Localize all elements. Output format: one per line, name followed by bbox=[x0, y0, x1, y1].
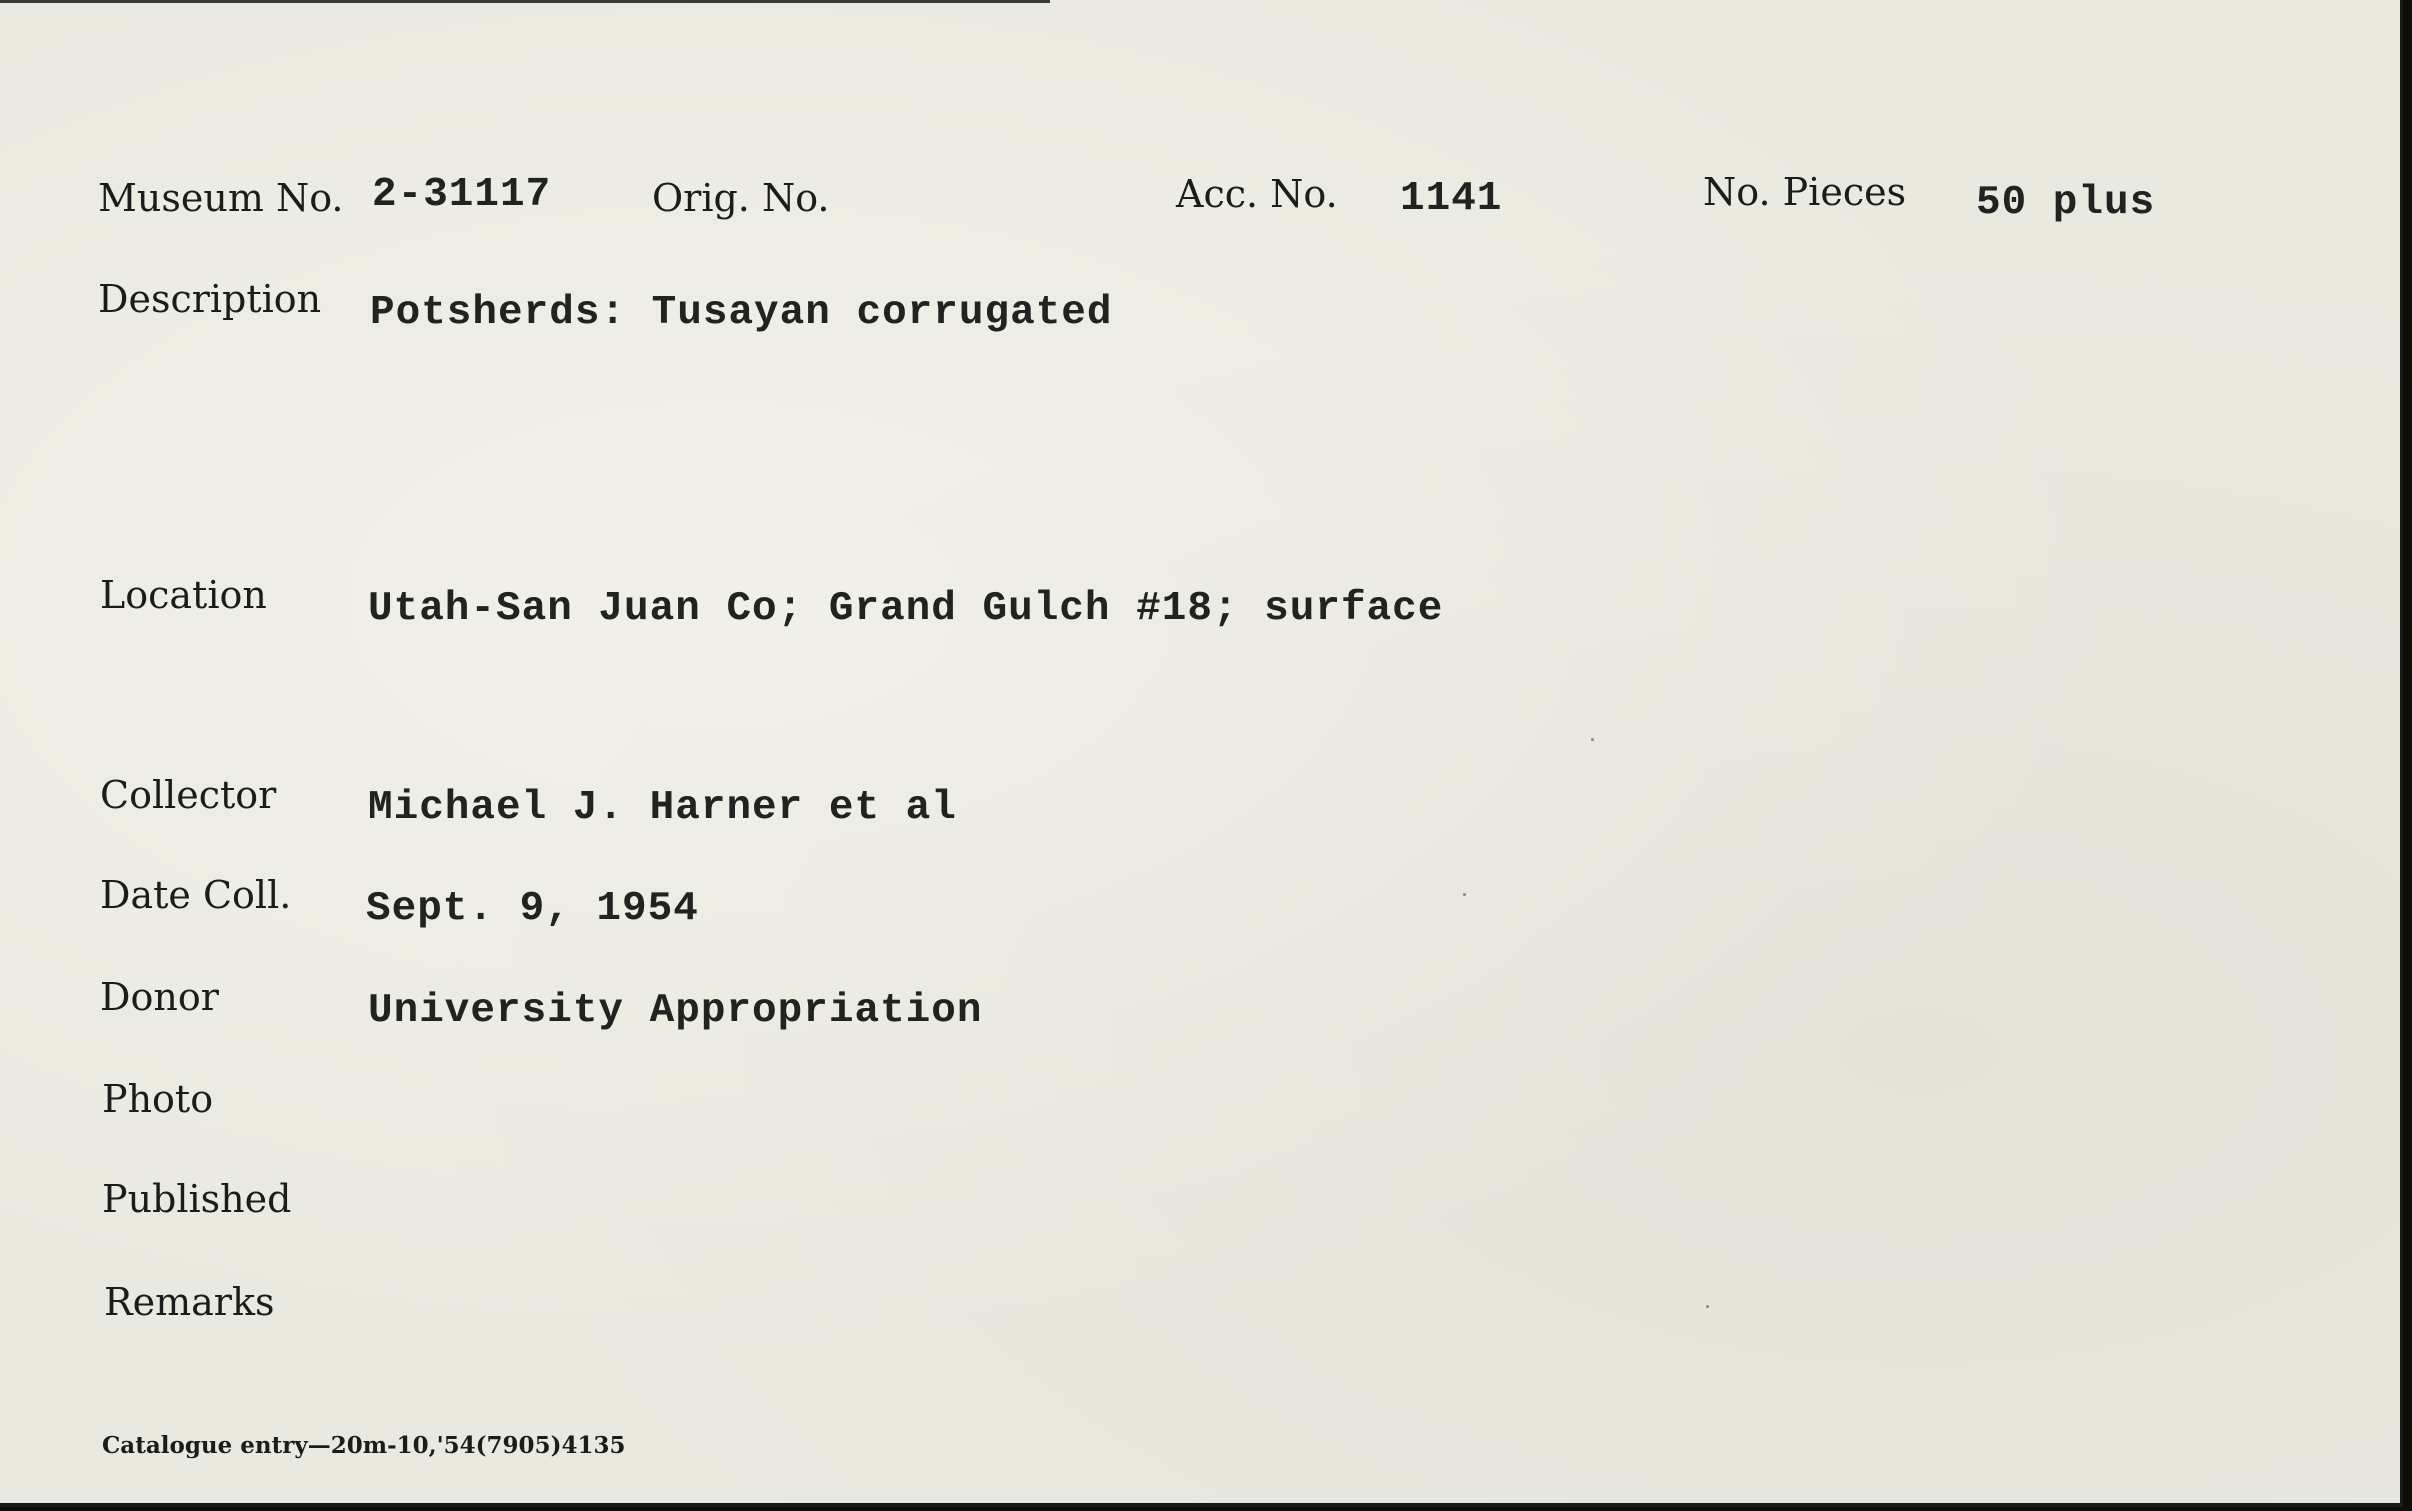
acc-no-label: Acc. No. bbox=[1176, 172, 1338, 216]
donor-label: Donor bbox=[100, 975, 219, 1019]
museum-no-label: Museum No. bbox=[98, 176, 344, 220]
no-pieces-label: No. Pieces bbox=[1703, 170, 1907, 214]
location-label: Location bbox=[100, 573, 267, 617]
date-coll-value: Sept. 9, 1954 bbox=[366, 886, 699, 932]
paper-speck bbox=[1706, 1305, 1709, 1308]
location-value: Utah-San Juan Co; Grand Gulch #18; surface bbox=[368, 586, 1444, 632]
remarks-label: Remarks bbox=[104, 1280, 275, 1324]
no-pieces-value: 50 plus bbox=[1976, 180, 2156, 226]
collector-value: Michael J. Harner et al bbox=[368, 785, 957, 831]
photo-label: Photo bbox=[102, 1077, 214, 1121]
orig-no-label: Orig. No. bbox=[652, 176, 830, 220]
donor-value: University Appropriation bbox=[368, 988, 983, 1034]
acc-no-value: 1141 bbox=[1400, 176, 1503, 222]
museum-no-value: 2-31117 bbox=[372, 172, 552, 218]
published-label: Published bbox=[102, 1177, 292, 1221]
collector-label: Collector bbox=[100, 773, 277, 817]
description-label: Description bbox=[98, 277, 322, 321]
date-coll-label: Date Coll. bbox=[100, 873, 292, 917]
description-value: Potsherds: Tusayan corrugated bbox=[370, 290, 1113, 336]
paper-speck bbox=[1591, 738, 1594, 741]
card-top-edge bbox=[0, 0, 1050, 3]
catalogue-footer: Catalogue entry—20m-10,'54(7905)4135 bbox=[102, 1432, 626, 1459]
paper-speck bbox=[1463, 893, 1466, 896]
